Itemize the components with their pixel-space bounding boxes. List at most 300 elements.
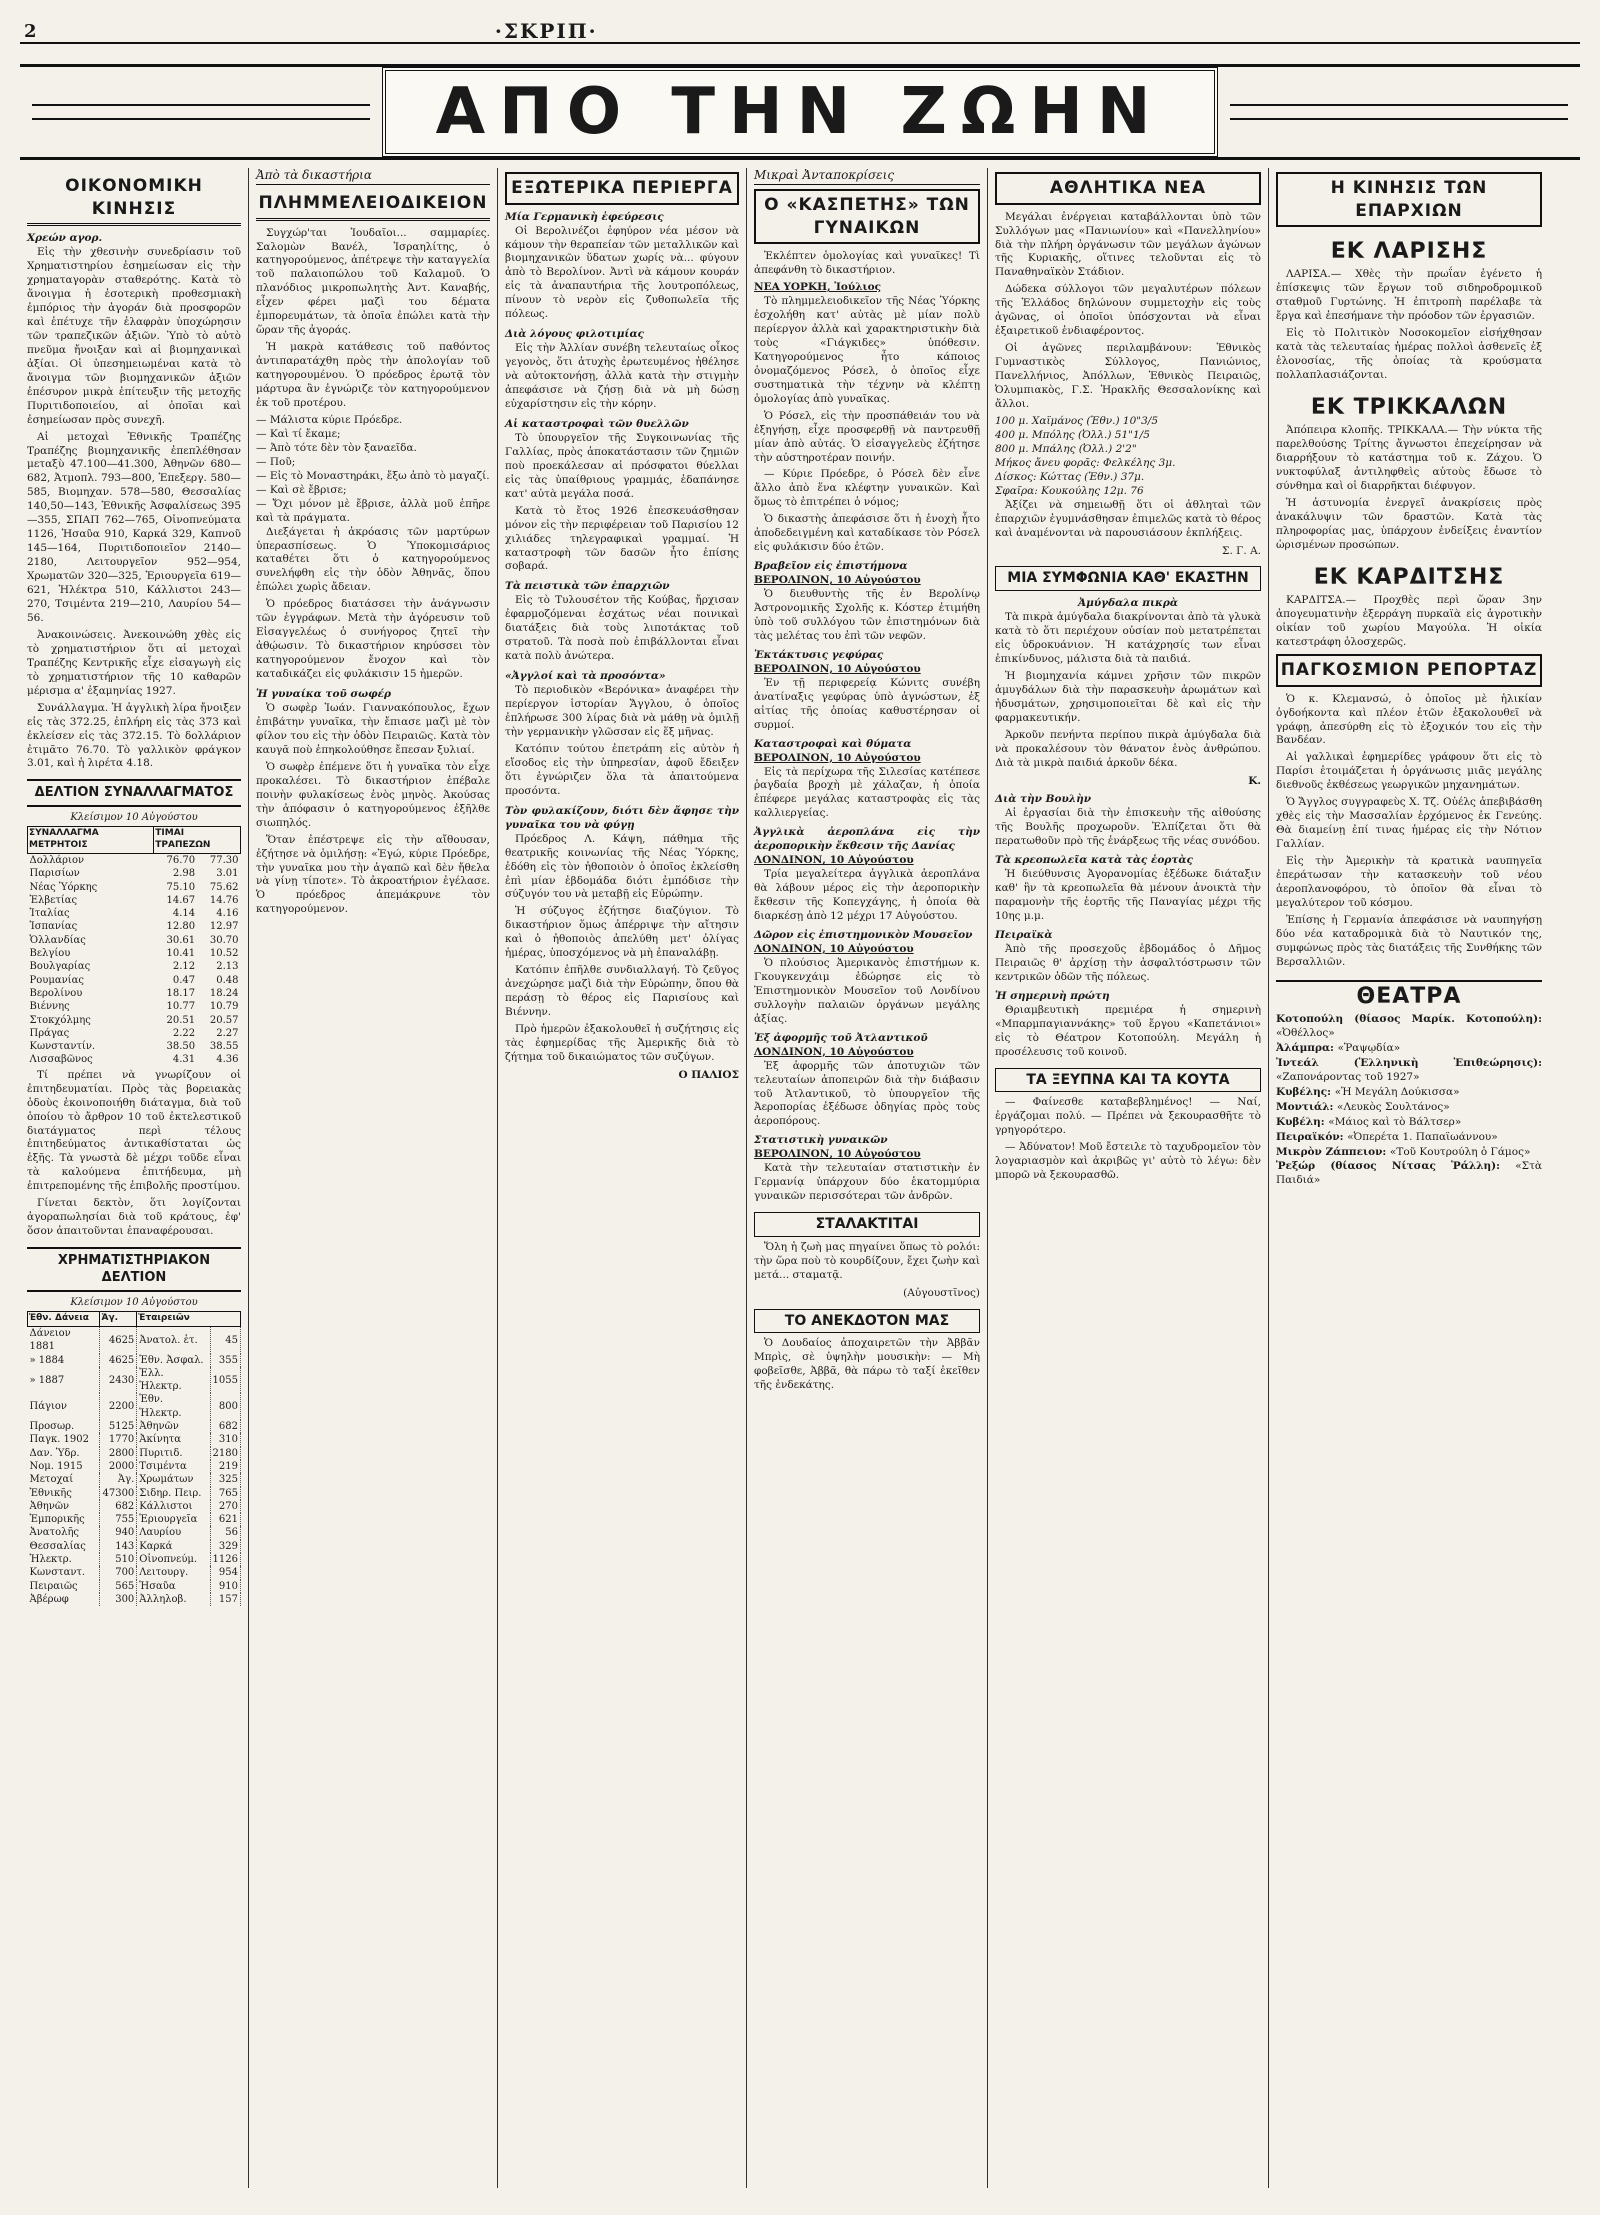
fx-row (28, 894, 241, 907)
column-economy (20, 168, 248, 2188)
bourse-name: Κάλλιστοι (137, 1500, 210, 1513)
bourse-name: Λειτουργ. (137, 1566, 210, 1579)
page-number: 2 (24, 20, 37, 42)
dialogue-line: — Ἀπὸ τότε δὲν τὸν ξαναεῖδα. (256, 441, 417, 454)
theatre-show: «Λευκὸς Σουλτάνος» (1337, 1100, 1450, 1113)
fx-currency: Παρισίων (29, 868, 80, 880)
bourse-dateline: Κλείσιμον 10 Αὐγούστου (70, 1296, 198, 1308)
dispatch-dateline: ΛΟΝΔΙΝΟΝ, 10 Αὐγούστου (754, 854, 914, 867)
bourse-price: 329 (210, 1540, 240, 1553)
theatre-item (1276, 1057, 1542, 1085)
provinces-heading: Η ΚΙΝΗΣΙΣ ΤΩΝ ΕΠΑΡΧΙΩΝ (1276, 172, 1542, 227)
dispatch-paragraph: Κατὰ τὴν τελευταίαν στατιστικὴν ἐν Γερμανίᾳ ὑπάρχουν δύο ἑκατομμύρια γυναικῶν περισσότεραι τῶν ἀνδρῶν. (754, 1162, 980, 1203)
fx-currency: Βερολίνου (29, 987, 83, 999)
bourse-price: 800 (210, 1393, 240, 1420)
dispatch-paragraph: Ὁ δικαστὴς ἀπεφάσισε ὅτι ἡ ἐνοχὴ ἦτο ἀποδεδειγμένη καὶ καταδίκασε τὸν Ρόσελ εἰς φυλάκισιν δύο ἐτῶν. (754, 513, 980, 554)
fx-rate: 2.22 (172, 1027, 196, 1039)
fx-rate: 18.17 (166, 987, 196, 999)
bourse-name: Ἐλλ. Ἠλεκτρ. (137, 1367, 210, 1394)
fx-rate: 4.14 (172, 908, 196, 920)
bourse-price: 565 (100, 1580, 137, 1593)
dispatch-paragraph: Ἐξ ἀφορμῆς τῶν ἀποτυχιῶν τῶν τελευταίων ἀποπειρῶν διὰ τὴν διάβασιν τοῦ Ἀτλαντικοῦ, τὸ ὑπουργεῖον τῆς Ἀεροπορίας ἐξέδωσε ὁδηγίας πρὸς τοὺς ἀεροπόρους. (754, 1059, 980, 1128)
fx-row (28, 1014, 241, 1027)
theatre-item (1276, 1101, 1542, 1115)
bourse-price: 5125 (100, 1420, 137, 1433)
theatre-name: Κυβέλης: (1276, 1085, 1335, 1098)
fx-row (28, 881, 241, 894)
world-paragraph: Αἱ γαλλικαὶ ἐφημερίδες γράφουν ὅτι εἰς τὸ Παρίσι ἐτοιμάζεται ἡ ὀργάνωσις μιᾶς μεγάλης διεθνοῦς ἐκθέσεως γεωργικῶν μηχανημάτων. (1276, 751, 1542, 792)
fx-rate: 20.57 (209, 1014, 239, 1026)
foreign-paragraph: Ἡ σύζυγος ἐζήτησε διαζύγιον. Τὸ δικαστήριον ὅμως ἀπέρριψε τὴν αἴτησιν καὶ ὁ ἠθοποιὸς ἀπελύθη μετ' ὀλίγας ἡμέρας, ὑποσχόμενος νὰ μὴ ἐπαναλάβῃ. (505, 905, 739, 960)
stalactites-text: Ὅλη ἡ ζωὴ μας πηγαίνει ὅπως τὸ ρολόι: τὴν ὥρα ποὺ τὸ κουρδίζουν, ἔχει ζωὴν καὶ μετά... σταματᾷ. (754, 1240, 980, 1281)
column-courts (248, 168, 497, 2188)
bourse-price: 300 (100, 1593, 137, 1606)
dispatch-dateline: ΒΕΡΟΛΙΝΟΝ, 10 Αὐγούστου (754, 1148, 921, 1161)
column-foreign (497, 168, 746, 2188)
fx-rate: 18.24 (209, 987, 239, 999)
bourse-price: 682 (100, 1500, 137, 1513)
bourse-price: 270 (210, 1500, 240, 1513)
bourse-row (28, 1487, 241, 1500)
fx-row (28, 1027, 241, 1040)
bourse-price: 1126 (210, 1553, 240, 1566)
bourse-price: 700 (100, 1566, 137, 1579)
newspaper-page (20, 20, 1580, 2175)
bourse-price: 4625 (100, 1326, 137, 1353)
bourse-name: Χρωμάτων (137, 1473, 210, 1486)
province-paragraph: Ἡ ἀστυνομία ἐνεργεῖ ἀνακρίσεις πρὸς ἀνακάλυψιν τῶν δραστῶν. Κατὰ τὰς πληροφορίας μας, ὑπάρχουν ἐνδείξεις ἐναντίον ὡρισμένων προσώπων. (1276, 497, 1542, 551)
courts-paragraph: Ὁ πρόεδρος διατάσσει τὴν ἀνάγνωσιν τῶν ἐγγράφων. Μετὰ τὴν ἀγόρευσιν τοῦ Εἰσαγγελέως ὁ συνήγορος ζητεῖ τὴν ἀθῴωσιν. Τὸ δικαστήριον κηρύσσει τὸν κατηγορούμενον ἔνοχον καὶ τὸν καταδικάζει εἰς φυλάκισιν 15 ἡμερῶν. (256, 598, 490, 681)
fx-rate: 2.13 (216, 961, 239, 973)
bourse-row (28, 1354, 241, 1367)
bourse-price: 621 (210, 1513, 240, 1526)
fx-rate: 0.47 (172, 974, 196, 986)
bourse-price: 219 (210, 1460, 240, 1473)
economy-paragraph: Συνάλλαγμα. Ἡ ἀγγλικὴ λίρα ἤνοιξεν εἰς τὰς 372.25, ἐπλήρη εἰς τὰς 373 καὶ ἐκλείσεν εἰς τὰς 372.15. Τὸ δολλάριον ἐτιμᾶτο 76.70. Τὸ γαλλικὸν φράγκον 3.01, καὶ ἡ λιρέτα 4.18. (27, 701, 241, 770)
bourse-name: Ἀθηνῶν (28, 1500, 100, 1513)
fx-rate: 38.55 (209, 1041, 239, 1053)
feature-paragraph: Τὰ πικρὰ ἀμύγδαλα διακρίνονται ἀπὸ τὰ γλυκὰ κατὰ τὸ ὅτι περιέχουν οὐσίαν ποὺ μετατρέπεται εἰς ὑδροκυάνιον. Ἡ κατάχρησίς των εἶναι ἐπικίνδυνος, μάλιστα διὰ τὰ παιδιά. (995, 611, 1261, 665)
fx-rate: 75.62 (209, 881, 239, 893)
bourse-price: 2430 (100, 1367, 137, 1394)
bourse-row (28, 1367, 241, 1394)
fx-rate: 77.30 (209, 854, 239, 866)
foreign-paragraph: Εἰς τὸ Τυλουσέτον τῆς Κούβας, ἤρχισαν ἐφαρμοζόμεναι ἐσχάτως νέαι ποινικαὶ διατάξεις διὰ τοὺς λιποτάκτας τοῦ στρατοῦ. Τὰ ποσὰ ποὺ ἐπιβάλλονται εἶναι κατὰ πολὺ ἀνώτερα. (505, 594, 739, 663)
fx-dateline: Κλείσιμον 10 Αὐγούστου (70, 811, 198, 823)
province-title: ΕΚ ΤΡΙΚΚΑΛΩΝ (1310, 395, 1508, 421)
economy-paragraph: Αἱ μετοχαὶ Ἐθνικῆς Τραπέζης Τραπέζης βιομηχανικῆς ἐπεπλέθησαν μεταξὺ 47.100—41.300, Ἀθηνῶν 680—682, Ἀτμοπλ. 793—800, Ἐπεξεργ. 580—585, Βιομηχαν. 578—580, Θεσσαλίας 140,50—143, Ἐθνικῆς Ἀσφαλίσεως 395—355, ΣΠΑΠ 762—765, Οἰνοπνεύματα 1126, Ἡσαῦα 910, Καρκά 329, Καπνοῦ 145—164, Πυριτιδοποιεῖον 2140—2180, Λειτουργεῖον 952—954, Χρωματῶν 320—325, Ἐριουργεῖα 619—621, Ἠλέκτρα 510, Κάλλιστοι 243—270, Τσιμέντα 219—210, Λαυρίου 54—56. (27, 430, 241, 624)
news-title: Διὰ τὴν Βουλὴν (995, 793, 1092, 806)
bourse-name: Πάγιον (28, 1393, 100, 1420)
news-paragraph: Θριαμβευτικὴ πρεμιέρα ἡ σημερινὴ «Μπαρμπαγιαννάκης» τοῦ ἔργου «Καπετάνιοι» εἰς τὸ Θέατρον Κοτοπούλη. Μεγάλη ἡ προσέλευσις τοῦ κοινοῦ. (995, 1003, 1261, 1058)
bourse-row (28, 1473, 241, 1486)
fx-rate: 12.80 (166, 921, 196, 933)
economy-heading: ΟΙΚΟΝΟΜΙΚΗ ΚΙΝΗΣΙΣ (27, 172, 241, 226)
theatre-name: Μικρὸν Ζάππειον: (1276, 1145, 1390, 1158)
theatre-show: «Τοῦ Κουτρούλη ὁ Γάμος» (1389, 1145, 1531, 1158)
bourse-price: 910 (210, 1580, 240, 1593)
bourse-price: 954 (210, 1566, 240, 1579)
theatre-item (1276, 1116, 1542, 1130)
column-sports (987, 168, 1268, 2188)
fx-currency: Δολλάριον (29, 854, 85, 866)
bourse-name: Ἐθν. Ἀσφαλ. (137, 1354, 210, 1367)
foreign-title: Διὰ λόγους φιλοτιμίας (505, 328, 644, 341)
fx-row (28, 1040, 241, 1053)
dispatch-title: Καταστροφαὶ καὶ θύματα (754, 737, 912, 750)
fx-currency: Ὁλλανδίας (29, 934, 86, 946)
fx-rate: 75.10 (166, 881, 196, 893)
bourse-price: 4625 (100, 1354, 137, 1367)
fx-rate: 3.01 (216, 868, 239, 880)
fx-heading: ΔΕΛΤΙΟΝ ΣΥΝΑΛΛΑΓΜΑΤΟΣ (27, 779, 241, 806)
bourse-row (28, 1513, 241, 1526)
sports-result: 800 μ. Μπάλης (Ὀλλ.) 2'2" (995, 442, 1137, 455)
fx-row (28, 974, 241, 987)
sports-result: Μήκος ἄνευ φορᾶς: Φελκέλης 3μ. (995, 456, 1176, 469)
dialogue-line: — Ὄχι μόνον μὲ ἔβρισε, ἀλλὰ μοῦ ἐπῆρε καὶ τὰ πράγματα. (256, 497, 490, 524)
fx-currency: Κωνσταντίν. (29, 1041, 96, 1053)
province-paragraph: Εἰς τὸ Πολιτικὸν Νοσοκομεῖον εἰσήχθησαν κατὰ τὰς τελευταίας ἡμέρας πολλοὶ ἀσθενεῖς ἐξ ἑλονοσίας, τῆς ὁποίας τὰ κρούσματα πολλαπλασιάζονται. (1276, 327, 1542, 382)
bourse-price: 1055 (210, 1367, 240, 1394)
bourse-name: Καρκά (137, 1540, 210, 1553)
bourse-price: 682 (210, 1420, 240, 1433)
bourse-price: 2180 (210, 1447, 240, 1460)
fx-row (28, 934, 241, 947)
bourse-row (28, 1460, 241, 1473)
bourse-name: Παγκ. 1902 (28, 1433, 100, 1446)
foreign-title: «Ἀγγλοί καὶ τὰ προσόντα» (505, 670, 666, 683)
bourse-name: Ἀνατολῆς (28, 1526, 100, 1539)
fx-row (28, 960, 241, 973)
bourse-price: 355 (210, 1354, 240, 1367)
dispatch-title: Στατιστικὴ γυναικῶν (754, 1134, 888, 1147)
fx-rate: 2.12 (172, 961, 196, 973)
dispatch-paragraph: Τὸ πλημμελειοδικεῖον τῆς Νέας Ὑόρκης ἐσχολήθη κατ' αὐτὰς μὲ μίαν πολὺ περίεργον ἀλλὰ καὶ χαρακτηριστικὴν διὰ τοὺς «Γιάγκιδες» ὑπόθεσιν. Κατηγορούμενος ἦτο κάποιος ὀνομαζόμενος Ρόσελ, ὁ ὁποῖος εἶχε συστηματικὰ τὴν τέχνην νὰ κλέπτῃ ὁμολογίας ἀπὸ γυναῖκας. (754, 295, 980, 405)
bourse-name: Δαν. Ὑδρ. (28, 1447, 100, 1460)
bourse-name: Ἀβέρωφ (28, 1593, 100, 1606)
dispatch-paragraph: Ὁ Ρόσελ, εἰς τὴν προσπάθειάν του νὰ ἐξηγήσῃ, εἶχε προσφερθῇ νὰ παντρευθῇ μίαν ἀπὸ αὐτάς. Ὁ εἰσαγγελεὺς ἐζήτησε τὴν αὐστηροτέραν ποινήν. (754, 409, 980, 464)
fx-rate: 10.41 (166, 948, 196, 960)
bourse-price: 510 (100, 1553, 137, 1566)
fx-header-currency: ΣΥΝΑΛΛΑΓΜΑ ΜΕΤΡΗΤΟΙΣ (28, 827, 154, 854)
bourse-name: Ἠλεκτρ. (28, 1553, 100, 1566)
courts-paragraph: Συγχώρ'ται Ἰουδαῖοι... σαμμαρίες. Σαλομὼν Βανέλ, Ἰσραηλίτης, ὁ κατηγορούμενος, ἀπέτρεψε τὴν καταγγελία τοῦ παλαιοπώλου τοῦ Καλαμοῦ. Ὁ πλανόδιος μικροπωλητὴς Ἀντ. Καναβής, εἶχεν φέρει μαζὶ του δέματα ἐμπορευμάτων, τὰ ὁποῖα ἐπώλει κατὰ τὴν ὥραν τῆς ἀγοράς. (256, 226, 490, 337)
foreign-paragraph: Πρὸ ἡμερῶν ἐξακολουθεῖ ἡ συζήτησις εἰς τὰς ἐφημερίδας τῆς Ἀμερικῆς διὰ τὸ ζήτημα τοῦ δικαιώματος τῶν συζύγων. (505, 1023, 739, 1063)
courts-paragraph: Διεξάγεται ἡ ἀκρόασις τῶν μαρτύρων ὑπερασπίσεως. Ὁ Ὑποκομισάριος καταθέτει ὅτι ὁ κατηγορούμενος συνελήφθη εἰς τὴν ὁδὸν Ἀθηνᾶς, ὅπου ἐπώλει χωρὶς ἄδειαν. (256, 525, 490, 594)
dispatch-title: Βραβεῖον εἰς ἐπιστήμονα (754, 560, 908, 573)
dispatch-dateline: ΒΕΡΟΛΙΝΟΝ, 10 Αὐγούστου (754, 751, 921, 764)
news-title: Τὰ κρεοπωλεῖα κατὰ τὰς ἑορτὰς (995, 854, 1193, 867)
fx-rate: 14.67 (166, 894, 196, 906)
fx-currency: Στοκχόλμης (29, 1014, 91, 1026)
bourse-name: Ἐθν. Ἡλεκτρ. (137, 1393, 210, 1420)
fx-currency: Ἐλβετίας (29, 894, 78, 906)
dispatch-title: Ἐκτάκτυσις γεφύρας (754, 648, 884, 661)
sports-result: Δίσκος: Κώττας (Ἐθν.) 37μ. (995, 470, 1145, 483)
bourse-name: Ἡσαῦα (137, 1580, 210, 1593)
bourse-price: 56 (210, 1526, 240, 1539)
theatre-heading: ΘΕΑΤΡΑ (1276, 980, 1542, 1011)
anecdote-heading: ΤΟ ΑΝΕΚΔΟΤΟΝ ΜΑΣ (754, 1309, 980, 1334)
foreign-heading: ΕΞΩΤΕΡΙΚΑ ΠΕΡΙΕΡΓΑ (505, 172, 739, 205)
daily-feature-title: Ἀμύγδαλα πικρὰ (1078, 597, 1178, 610)
fx-currency: Βουλγαρίας (29, 961, 91, 973)
joke-text: — Φαίνεσθε καταβεβλημένος! — Ναί, ἐργάζομαι πολύ. — Πρέπει νὰ ξεκουρασθῆτε τὸ γρηγορότερο. (995, 1096, 1261, 1137)
bourse-price: 310 (210, 1433, 240, 1446)
bourse-name: Σιδηρ. Πειρ. (137, 1487, 210, 1500)
dispatch-dateline: ΒΕΡΟΛΙΝΟΝ, 10 Αὐγούστου (754, 662, 921, 675)
feature-signature: Κ. (1248, 774, 1261, 787)
anecdote-text: Ὁ Δουδαίος ἀποχαιρετῶν τὴν Ἀββᾶν Μπρὶς, σὲ ὑψηλὴν μουσικὴν: — Μὴ φοβεῖσθε, Ἀββᾶ, θὰ πάρω τὸ ταξί ἐκεῖθεν τῆς ἑνδεκάτης. (754, 1337, 980, 1392)
news-title: Ἡ σημερινὴ πρώτη (995, 989, 1110, 1002)
courts-paragraph: Ὁ σωφὲρ ἐπέμενε ὅτι ἡ γυναῖκα τὸν εἶχε προκαλέσει. Τὸ δικαστήριον ἐπέβαλε ποινὴν φυλακίσεως ἑνὸς μηνὸς. Ἀκούσας τὴν ἀπόφασιν ὁ κατηγορούμενος ἐξῆλθε σιωπηλός. (256, 760, 490, 829)
bourse-row (28, 1393, 241, 1420)
column-provinces (1268, 168, 1549, 2188)
feature-paragraph: Ἡ βιομηχανία κάμνει χρῆσιν τῶν πικρῶν ἀμυγδάλων διὰ τὴν παρασκευὴν ἀρωμάτων καὶ ἡδυσμάτων, χρησιμοποιεῖται δὲ καὶ εἰς τὴν φαρμακευτικήν. (995, 669, 1261, 724)
fx-rate: 20.51 (166, 1014, 196, 1026)
news-title: Πειραϊκὰ (995, 929, 1053, 942)
sports-heading: ΑΘΛΗΤΙΚΑ ΝΕΑ (995, 172, 1261, 205)
sports-paragraph: Ἀξίζει νὰ σημειωθῇ ὅτι οἱ ἀθληταὶ τῶν ἐπαρχιῶν ἐγυμνάσθησαν ἐπιμελῶς κατὰ τὸ θέρος καὶ ἀναμένονται νὰ παρουσιάσουν ἐκπλήξεις. (995, 498, 1261, 539)
fx-currency: Βιέννης (29, 1001, 70, 1013)
dialogue-line: — Ποῦ; (256, 455, 296, 468)
economy-paragraph: Ἀνακοινώσεις. Ἀνεκοινώθη χθὲς εἰς τὸ χρηματιστήριον ὅτι αἱ μετοχαὶ Τραπέζης Κεντρικῆς εἶχε εἰσαγωγὴ εἰς τὸ χρηματιστήριον τῆς 10 καθαρῶν μέρισμα α' ἐξαμηνίας 1927. (27, 628, 241, 697)
bourse-name: Νομ. 1915 (28, 1460, 100, 1473)
theatre-show: «Ἡ Μεγάλη Δούκισσα» (1334, 1085, 1460, 1098)
bourse-name: Ἀθηνῶν (137, 1420, 210, 1433)
dialogue-line: — Εἰς τὸ Μοναστηράκι, ἔξω ἀπὸ τὸ μαγαζί. (256, 469, 490, 482)
bourse-price: 325 (210, 1473, 240, 1486)
fx-rate: 76.70 (166, 854, 196, 866)
theatre-item (1276, 1042, 1542, 1056)
sports-results (995, 415, 1261, 499)
province-paragraph: ΛΑΡΙΣΑ.— Χθὲς τὴν πρωΐαν ἐγένετο ἡ ἐπίσκεψις τῶν ἔργων τοῦ σιδηροδρομικοῦ σταθμοῦ Γυρτώνης. Ἡ ἐπιτροπὴ παρέλαβε τὰ ἔργα καὶ ἐπεσήμανε τὴν πρόοδον τῶν ἐργασιῶν. (1276, 268, 1542, 323)
dispatch-paragraph: Τρία μεγαλείτερα ἀγγλικὰ ἀεροπλάνα θὰ λάβουν μέρος εἰς τὴν ἀεροπορικὴν ἔκθεσιν τῆς Κοπεγχάγης, ἡ ὁποία θὰ διαρκέσῃ ἀπὸ 12 μέχρι 17 Αὐγούστου. (754, 868, 980, 923)
fx-currency: Ἰταλίας (29, 908, 70, 920)
fx-rate: 12.97 (209, 921, 239, 933)
theatre-show: «Ὀπερέτα 1. Παπαϊωάννου» (1347, 1130, 1498, 1143)
bourse-row (28, 1593, 241, 1606)
fx-rate: 38.50 (166, 1041, 196, 1053)
sports-signature: Σ. Γ. Α. (1222, 544, 1261, 557)
dispatch-paragraph: Ὁ πλούσιος Ἀμερικανὸς ἐπιστήμων κ. Γκουγκενχάιμ ἐδώρησε εἰς τὸ Ἐπιστημονικὸν Μουσεῖον τοῦ Λονδίνου συλλογὴν παλαιῶν ὀργάνων μεγάλης ἀξίας. (754, 956, 980, 1025)
sports-paragraph: Μεγάλαι ἐνέργειαι καταβάλλονται ὑπὸ τῶν Συλλόγων μας «Πανιωνίου» καὶ «Πανελληνίου» διὰ τὴν πλήρη ὀργάνωσιν τῶν μεγάλων ἀγώνων τῆς Κυριακῆς, οἵτινες τελοῦνται εἰς τὸ Παναθηναϊκὸν Στάδιον. (995, 210, 1261, 279)
fx-rate: 0.48 (216, 974, 239, 986)
masthead: ·ΣΚΡΙΠ· (494, 19, 598, 43)
foreign-paragraph: Τὸ περιοδικὸν «Βερόνικα» ἀναφέρει τὴν περίεργον ἱστορίαν Ἄγγλου, ὁ ὁποῖος ἐπλήρωσε 300 λίρας διὰ νὰ μάθῃ νὰ ὁμιλῇ τὴν γερμανικὴν γλῶσσαν εἰς ἕξ μῆνας. (505, 684, 739, 738)
sports-result: 400 μ. Μπόλης (Ὀλλ.) 51"1/5 (995, 428, 1150, 441)
bourse-table (27, 1311, 241, 1606)
dispatch-dateline: ΛΟΝΔΙΝΟΝ, 10 Αὐγούστου (754, 942, 914, 955)
bourse-name: Ἀνατολ. ἑτ. (137, 1326, 210, 1353)
fx-table (27, 826, 241, 1067)
courts-heading: ΠΛΗΜΜΕΛΕΙΟΔΙΚΕΙΟΝ (256, 189, 490, 221)
bourse-name: Πειραιῶς (28, 1580, 100, 1593)
fx-rate: 10.77 (166, 1001, 196, 1013)
bourse-price: 47300 (100, 1487, 137, 1500)
bourse-name: » 1884 (28, 1354, 100, 1367)
foreign-signature: Ο ΠΑΛΙΟΣ (678, 1068, 739, 1081)
joke-text: — Ἀδύνατον! Μοῦ ἔστειλε τὸ ταχυδρομεῖον τὸν λογαριασμὸν καὶ ἀκριβῶς γι' αὐτὸ τὸ λέγω: δὲν μπορῶ νὰ ξεκουρασθῶ. (995, 1141, 1261, 1182)
dispatch-dateline: ΝΕΑ ΥΟΡΚΗ, Ἰούλιος (754, 281, 882, 294)
theatre-listings (1276, 1013, 1542, 1188)
bourse-row (28, 1433, 241, 1446)
foreign-title: Μία Γερμανικὴ ἐφεύρεσις (505, 210, 664, 223)
bourse-row (28, 1326, 241, 1353)
dispatch-paragraph: Ἐν τῇ περιφερείᾳ Κώνιτς συνέβη ἀνατίναξις γεφύρας ὑπὸ ἀγνώστων, ἐξ αἰτίας τῆς ὁποίας καθυστέρησαν οἱ συρμοί. (754, 676, 980, 731)
sports-result: Σφαῖρα: Κουκούλης 12μ. 76 (995, 484, 1144, 497)
fx-currency: Βελγίου (29, 948, 71, 960)
section-banner (20, 64, 1580, 160)
bourse-name: Λαυρίου (137, 1526, 210, 1539)
dialogue-line: — Καὶ τί ἔκαμε; (256, 427, 341, 440)
dispatch-title: Ἀγγλικὰ ἀεροπλάνα εἰς τὴν ἀεροπορικὴν ἔκθεσιν τῆς Δανίας (754, 826, 980, 853)
fx-rate: 30.61 (166, 934, 196, 946)
province-paragraph: Ἀπόπειρα κλοπῆς. ΤΡΙΚΚΑΛΑ.— Τὴν νύκτα τῆς παρελθούσης Τρίτης ἄγνωστοι ἐπεχείρησαν νὰ διαρρήξουν τὸ κατάστημα τοῦ κ. Ζάχου. Ὁ νυκτοφύλαξ ἀντιληφθεὶς αὐτοὺς ἔδωσε τὸ σύνθημα καὶ οἱ διαρρῆκται διέφυγον. (1276, 424, 1542, 493)
jokes-heading: ΤΑ ΞΕΥΠΝΑ ΚΑΙ ΤΑ ΚΟΥΤΑ (995, 1068, 1261, 1093)
theatre-show: «Ὀθέλλος» (1276, 1026, 1335, 1039)
foreign-paragraph: Κατόπιν ἐπῆλθε συνδιαλλαγή. Τὸ ζεῦγος ἀνεχώρησε μαζὶ διὰ τὴν Εὐρώπην, ὅπου θὰ περάσῃ τὸ θέρος εἰς Παρισίους καὶ Βιέννην. (505, 964, 739, 1019)
fx-rate: 4.36 (216, 1054, 239, 1066)
bourse-heading: ΧΡΗΜΑΤΙΣΤΗΡΙΑΚΟΝ ΔΕΛΤΙΟΝ (27, 1247, 241, 1292)
theatre-show: «Ζαπονάροντας τοῦ 1927» (1276, 1070, 1420, 1083)
fx-currency: Ρουμανίας (29, 974, 84, 986)
courts-subtitle: Ἡ γυναίκα τοῦ σωφέρ (256, 688, 392, 701)
dispatches-overline: Μικραὶ Ἀνταποκρίσεις (754, 168, 980, 185)
bourse-price: 755 (100, 1513, 137, 1526)
news-paragraph: Αἱ ἐργασίαι διὰ τὴν ἐπισκευὴν τῆς αἰθούσης τῆς Βουλῆς προχωροῦν. Ἐλπίζεται ὅτι θὰ περατωθοῦν πρὸ τῆς ἐνάρξεως τῆς νέας συνόδου. (995, 807, 1261, 848)
economy-subtitle: Χρεών αγορ. (27, 232, 103, 245)
theatre-name: Πειραϊκόν: (1276, 1130, 1348, 1143)
fx-row (28, 1053, 241, 1066)
fx-row (28, 853, 241, 867)
bourse-name: » 1887 (28, 1367, 100, 1394)
sports-paragraph: Δώδεκα σύλλογοι τῶν μεγαλυτέρων πόλεων τῆς Ἑλλάδος δηλώνουν συμμετοχὴν εἰς τοὺς ἀγῶνας, οἱ ὁποῖοι ὑπόσχονται νὰ εἶναι ἐξαιρετικοῦ ἐνδιαφέροντος. (995, 283, 1261, 338)
sports-paragraph: Οἱ ἀγῶνες περιλαμβάνουν: Ἐθνικὸς Γυμναστικὸς Σύλλογος, Πανιώνιος, Πανελλήνιος, Ἀπόλλων, Ἐθνικὸς Πειραιῶς, Ὀλυμπιακὸς, Γ.Σ. Ἡρακλῆς Θεσσαλονίκης καὶ ἄλλοι. (995, 342, 1261, 410)
bourse-row (28, 1553, 241, 1566)
courts-paragraph: Ὅταν ἐπέστρεψε εἰς τὴν αἴθουσαν, ἐζήτησε νὰ ὁμιλήσῃ: «Ἐγώ, κύριε Πρόεδρε, τὴν γυναῖκα μου τὴν ἀγαπῶ καὶ δὲν ἤθελα νὰ γίνῃ τίποτε». Τὸ ἀκροατήριον ἐγέλασε. Ὁ πρόεδρος ἀπεμάκρυνε τὸν κατηγορούμενον. (256, 833, 490, 916)
world-paragraph: Ἐπίσης ἡ Γερμανία ἀπεφάσισε νὰ ναυπηγήσῃ δύο νέα καταδρομικὰ διὰ τὸ Ναυτικόν της, συμφώνως πρὸς τὰς διατάξεις τῆς Συνθήκης τῶν Βερσαλλιῶν. (1276, 913, 1542, 968)
world-paragraph: Ὁ Ἄγγλος συγγραφεὺς Χ. Τζ. Οὐέλς ἀπεβιβάσθη χθὲς εἰς τὴν Μασσαλίαν ἐρχόμενος ἐκ Γενεύης. Θὰ διαμείνῃ ἐπί τινας ἡμέρας εἰς τὴν Νότιον Γαλλίαν. (1276, 796, 1542, 851)
theatre-item (1276, 1146, 1542, 1160)
bourse-header: Ἀγ. (100, 1312, 137, 1327)
dispatch-paragraph: Ἐκλέπτεν ὁμολογίας καὶ γυναῖκες! Τὶ ἀπεφάνθη τὸ δικαστήριον. (754, 250, 980, 277)
bourse-name: Ἐμπορικῆς (28, 1513, 100, 1526)
fx-rate: 2.98 (172, 868, 196, 880)
bourse-price: 1770 (100, 1433, 137, 1446)
theatre-item (1276, 1086, 1542, 1100)
news-paragraph: Ἀπὸ τῆς προσεχοῦς ἑβδομάδος ὁ Δῆμος Πειραιῶς θ' ἀρχίσῃ τὴν ἀσφαλτόστρωσιν τῶν κεντρικῶν ὁδῶν τῆς πόλεως. (995, 943, 1261, 983)
fx-row (28, 867, 241, 880)
foreign-paragraph: Εἰς τὴν Ἀλλίαν συνέβη τελευταίως οἶκος γεγονὸς, ὅτι ἀτυχὴς ἐρωτευμένος ἠθέλησε νὰ αὐτοκτονήσῃ, ἀλλὰ κατὰ τὴν στιγμὴν ἀπεφάσισε νὰ ζήσῃ διὰ νὰ μὴ δώσῃ εὐχαρίστησιν εἰς τὴν κόρην. (505, 342, 739, 410)
fx-rate: 4.31 (172, 1054, 196, 1066)
bourse-price: 143 (100, 1540, 137, 1553)
fx-currency: Νέας Ὑόρκης (29, 881, 98, 893)
province-title: ΕΚ ΚΑΡΔΙΤΣΗΣ (1313, 564, 1505, 590)
theatre-show: «Μάιος καὶ τὸ Βάλτσερ» (1328, 1115, 1462, 1128)
fx-row (28, 920, 241, 933)
economy-paragraph: Εἰς τὴν χθεσινὴν συνεδρίασιν τοῦ Χρηματιστηρίου ἐσημείωσαν εἰς τὴν χρηματαγορὰν σταθερότης. Κατὰ τὸ ἄνοιγμα ἡ ἐσοτερικὴ προθεσμιακὴ ἐμπόριος τὴν ἀγοράν διὰ προσφορῶν καὶ ἐπέτυχε τῆν ἐλαφρὰν ὑποχώρησιν τῶν τραπεζικῶν ἀξιῶν. Ὑπὸ τὸ αὐτὸ πνεῦμα ἤνοιξαν καὶ αἱ βιομηχανικαὶ ἀξίαι. Οἱ ὑπεσημειωμέναι κατὰ τὸ ἄνοιγμα τῶν βιομηχανικῶν ἀξιῶν ἐπέσυρον μικρὰ ἐπίτευξιν τῆς μετοχῆς Πυριτιδοποιείου, αἱ ὁποῖαι καὶ ἐσημείωσαν πρὸς συνεχῆ. (27, 246, 241, 426)
bourse-row (28, 1540, 241, 1553)
bourse-row (28, 1580, 241, 1593)
world-report-heading: ΠΑΓΚΟΣΜΙΟΝ ΡΕΠΟΡΤΑΖ (1276, 654, 1542, 687)
dispatch-dateline: ΛΟΝΔΙΝΟΝ, 10 Αὐγούστου (754, 1045, 914, 1058)
bourse-price: 2000 (100, 1460, 137, 1473)
bourse-name: Ἐθνικῆς (28, 1487, 100, 1500)
foreign-title: Τὰ πειστικὰ τῶν ἐπαρχιῶν (505, 580, 670, 593)
fx-row (28, 1000, 241, 1013)
bourse-row (28, 1447, 241, 1460)
dispatch-dateline: ΒΕΡΟΛΙΝΟΝ, 10 Αὐγούστου (754, 574, 921, 587)
bourse-name: Μετοχαί (28, 1473, 100, 1486)
fx-currency: Πράγας (29, 1027, 70, 1039)
bourse-name: Πυριτιδ. (137, 1447, 210, 1460)
world-paragraph: Εἰς τὴν Ἀμερικὴν τὰ κρατικὰ ναυπηγεῖα ἐπεράτωσαν τὴν κατασκευὴν τοῦ νέου ἀεροπλανοφόρου, τὸ ὁποῖον θὰ εἶναι τὸ μεγαλύτερον τοῦ κόσμου. (1276, 855, 1542, 909)
feature-paragraph: Ἀρκοῦν πενήντα περίπου πικρὰ ἀμύγδαλα διὰ νὰ προκαλέσουν τὸν θάνατον ἑνὸς ἀνθρώπου. Διὰ τὰ μικρὰ παιδιά ἀρκοῦν δέκα. (995, 728, 1261, 769)
bourse-name: Οἰνοπνεύμ. (137, 1553, 210, 1566)
theatre-item (1276, 1131, 1542, 1145)
bourse-price: 2200 (100, 1393, 137, 1420)
bourse-row (28, 1566, 241, 1579)
theatre-item (1276, 1160, 1542, 1188)
fx-rate: 2.27 (216, 1027, 239, 1039)
foreign-paragraph: Οἱ Βερολινέζοι ἐφηύρον νέα μέσον νὰ κάμουν τὴν θεραπείαν τῶν μεταλλικῶν καὶ βιομηχανικῶν ὕδατων χωρίς νὰ... φύγουν ἀπὸ τὸ Βερολίνον. Ἀντὶ νὰ κάμουν κουράν εἰς τὰ ἀναπαυτήρια τῆς λουτροπόλεως, πίνουν τὸ νερὸν εἰς ζυθοπωλεῖα τῆς πόλεως. (505, 224, 739, 321)
theatre-show: «Στὰ Παιδιά» (1276, 1160, 1542, 1187)
dialogue-line: — Καὶ σὲ ἔβρισε; (256, 483, 347, 496)
theatre-name: Ἰντεάλ (Ἑλληνικὴ Ἐπιθεώρησις): (1276, 1056, 1542, 1069)
dispatches-heading: Ο «ΚΑΣΠΕΤΗΣ» ΤΩΝ ΓΥΝΑΙΚΩΝ (754, 189, 980, 244)
fx-rate: 4.16 (216, 908, 239, 920)
fx-row (28, 947, 241, 960)
fx-row (28, 907, 241, 920)
theatre-name: Ἀλάμπρα: (1276, 1041, 1338, 1054)
foreign-title: Αἱ καταστροφαὶ τῶν θυελλῶν (505, 417, 689, 430)
bourse-header: Ἑταιρειῶν (137, 1312, 241, 1327)
foreign-paragraph: Πρόεδρος Λ. Κάψη, πάθημα τῆς θεατρικῆς κοινωνίας τῆς Νέας Ὑόρκης, ἐδόθη εἰς τὸν ἠθοποιὸν ὁ ὁποῖος ἐκλείσθη ἐπὶ μίαν ἑβδομάδα διότι ἐμπόδισε τὴν σύζυγόν του νὰ μεταβῇ εἰς Εὐρώπην. (505, 832, 739, 901)
bourse-row (28, 1526, 241, 1539)
courts-paragraph: Ὁ σωφὲρ Ἰωάν. Γιαννακόπουλος, ἔχων ἐπιβάτην γυναῖκα, τὴν ἔπιασε μαζὶ μὲ τὸν φίλον του εἰς τὴν ὁδὸν Πειραιῶς. Κατὰ τὸν καυγᾶ ποὺ ἐπηκολούθησε ἔπεσαν ξυλιαί. (256, 702, 490, 756)
theatre-name: Κυβέλη: (1276, 1115, 1329, 1128)
courts-paragraph: Ἡ μακρὰ κατάθεσις τοῦ παθόντος ἀντιπαρατάχθη πρὸς τὴν ἀπολογίαν τοῦ κατηγορουμένου. Ὁ πρόεδρος ἐρωτᾷ τὸν μάρτυρα ἂν ἐγνώριζε τὸν κατηγορούμενον ἐκ τοῦ προτέρου. (256, 341, 490, 409)
bourse-name: Δάνειον 1881 (28, 1326, 100, 1353)
courts-overline: Ἀπὸ τὰ δικαστήρια (256, 168, 490, 185)
dispatch-title: Ἐξ ἀφορμῆς τοῦ Ἀτλαντικοῦ (754, 1031, 928, 1044)
bourse-name: Κωνσταντ. (28, 1566, 100, 1579)
fx-currency: Λισσαβῶνος (29, 1054, 93, 1066)
bourse-header: Ἐθν. Δάνεια (28, 1312, 100, 1327)
bourse-price: 765 (210, 1487, 240, 1500)
fx-rate: 10.79 (209, 1001, 239, 1013)
foreign-paragraph: Κατὰ τὸ ἔτος 1926 ἐπεσκευάσθησαν μόνον εἰς τὴν περιφέρειαν τοῦ Παρισίου 12 χιλιάδες τηλεγραφικαὶ γραμμαί. Ἡ καταστροφὴ τῶν δασῶν ἦτο ἐπίσης σοβαρά. (505, 504, 739, 573)
bourse-row (28, 1500, 241, 1513)
foreign-title: Τὸν φυλακίζουν, διότι δὲν ἄφησε τὴν γυναῖκα του νὰ φύγῃ (505, 804, 739, 831)
news-paragraph: Ἡ διεύθυνσις Ἀγορανομίας ἐξέδωκε διάταξιν καθ' ἣν τὰ κρεοπωλεῖα θὰ μένουν ἀνοικτὰ τὴν παραμονὴν τῆς ἑορτῆς τῆς Παναγίας μέχρι τῆς 10ης μ.μ. (995, 868, 1261, 923)
province-paragraph: ΚΑΡΔΙΤΣΑ.— Προχθὲς περὶ ὥραν 3ην ἀπογευματινὴν ἐξερράγη πυρκαϊὰ εἰς ἀγροτικὴν οἰκίαν τοῦ χωρίου Μαγούλα. Ἡ οἰκία κατεστράφη ὁλοσχερῶς. (1276, 594, 1542, 649)
fx-row (28, 987, 241, 1000)
theatre-show: «Ῥαψῳδία» (1337, 1041, 1401, 1054)
banner-rule-left (32, 104, 370, 120)
dispatch-paragraph: Εἰς τὰ περίχωρα τῆς Σιλεσίας κατέπεσε ῥαγδαία βροχὴ μὲ χάλαζαν, ἡ ὁποία ἐπέφερε μεγάλας καταστροφὰς εἰς τὰς καλλιεργείας. (754, 765, 980, 820)
fx-rate: 14.76 (209, 894, 239, 906)
fx-header-rates: ΤΙΜΑΙ ΤΡΑΠΕΖΩΝ (154, 827, 241, 854)
dispatch-paragraph: — Κύριε Πρόεδρε, ὁ Ρόσελ δὲν εἶνε ἄλλο ἀπὸ ἕνα κλέφτην γυναικῶν. Καὶ ὅμως τὸ ἐπιτρέπει ὁ νόμος; (754, 468, 980, 509)
page-header (20, 20, 1580, 44)
bourse-name: Τσιμέντα (137, 1460, 210, 1473)
banner-title: ΑΠΟ ΤΗΝ ΖΩΗΝ (382, 67, 1219, 157)
sports-result: 100 μ. Χαϊμάνος (Ἐθν.) 10"3/5 (995, 414, 1159, 427)
stalactites-heading: ΣΤΑΛΑΚΤΙΤΑΙ (754, 1212, 980, 1237)
